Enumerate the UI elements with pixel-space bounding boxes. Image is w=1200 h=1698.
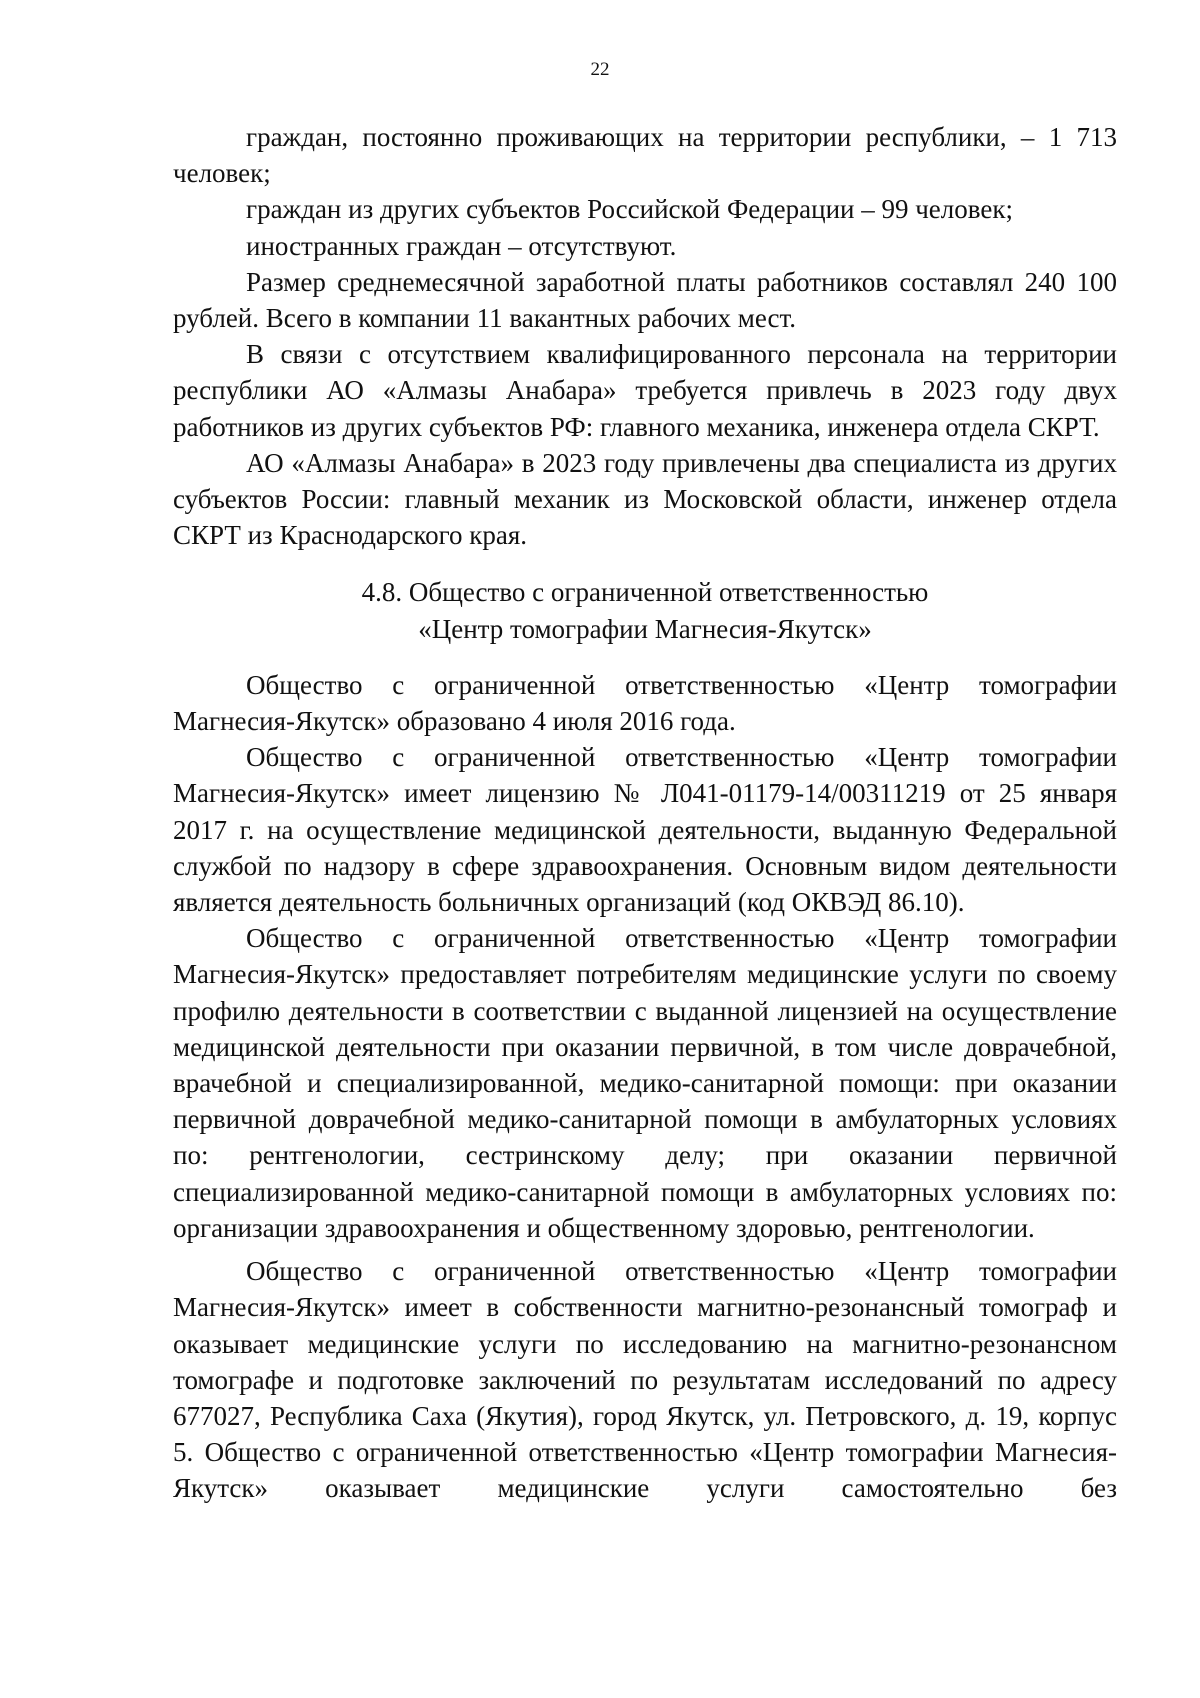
page-number: 22	[590, 59, 610, 80]
paragraph-medical-services: Общество с ограниченной ответственностью «Центр томографии Магнесия-Якутск» предоставляет потребителям медицинские услуги по своему профилю деятельности в соответствии с выданной лицензией на осуществление медицинской деятельности при оказании первичной, в том числе доврачебной, врачебной и специализированной, медико-санитарной помощи: при оказании первичной доврачебной медико-санитарной помощи в амбулаторных условиях по: рентгенологии, сестринскому делу; при оказании первичной специализированной медико-санитарной помощи в амбулаторных условиях по: организации здравоохранения и общественному здоровью, рентгенологии.	[173, 923, 1117, 1243]
section-heading-line-2: «Центр томографии Магнесия-Якутск»	[418, 613, 872, 644]
paragraph-average-salary: Размер среднемесячной заработной платы работников составлял 240 100 рублей. Всего в компании 11 вакантных рабочих мест.	[173, 266, 1117, 334]
paragraph-residents-count: граждан, постоянно проживающих на территории республики, – 1 713 человек;	[173, 122, 1117, 189]
paragraph-founding-date: Общество с ограниченной ответственностью «Центр томографии Магнесия-Якутск» образовано 4 июля 2016 года.	[173, 669, 1117, 737]
paragraph-foreign-citizens: иностранных граждан – отсутствуют.	[246, 230, 677, 261]
document-body	[173, 119, 1117, 1507]
paragraph-other-regions-count: граждан из других субъектов Российской Федерации – 99 человек;	[246, 194, 1013, 225]
section-heading	[173, 574, 1117, 646]
section-heading-line-1: 4.8. Общество с ограниченной ответственностью	[361, 577, 929, 608]
paragraph-staff-shortage: В связи с отсутствием квалифицированного персонала на территории республики АО «Алмазы Анабара» требуется привлечь в 2023 году двух работников из других субъектов РФ: главного механика, инженера отдела СКРТ.	[173, 339, 1117, 442]
paragraph-mri-equipment: Общество с ограниченной ответственностью «Центр томографии Магнесия-Якутск» имеет в собственности магнитно-резонансный томограф и оказывает медицинские услуги по исследованию на магнитно-резонансном томографе и подготовке заключений по результатам исследований по адресу 677027, Республика Саха (Якутия), город Якутск, ул. Петровского, д. 19, корпус 5. Общество с ограниченной ответственностью «Центр томографии Магнесия-Якутск» оказывает медицинские услуги самостоятельно без	[173, 1256, 1117, 1504]
paragraph-attracted-specialists: АО «Алмазы Анабара» в 2023 году привлечены два специалиста из других субъектов России: главный механик из Московской области, инженер отдела СКРТ из Краснодарского края.	[173, 447, 1117, 551]
paragraph-spacer	[173, 1246, 1117, 1253]
paragraph-license: Общество с ограниченной ответственностью «Центр томографии Магнесия-Якутск» имеет лицензию № Л041-01179-14/00311219 от 25 января 2017 г. на осуществление медицинской деятельности, выданную Федеральной службой по надзору в сфере здравоохранения. Основным видом деятельности является деятельность больничных организаций (код ОКВЭД 86.10).	[173, 742, 1117, 918]
